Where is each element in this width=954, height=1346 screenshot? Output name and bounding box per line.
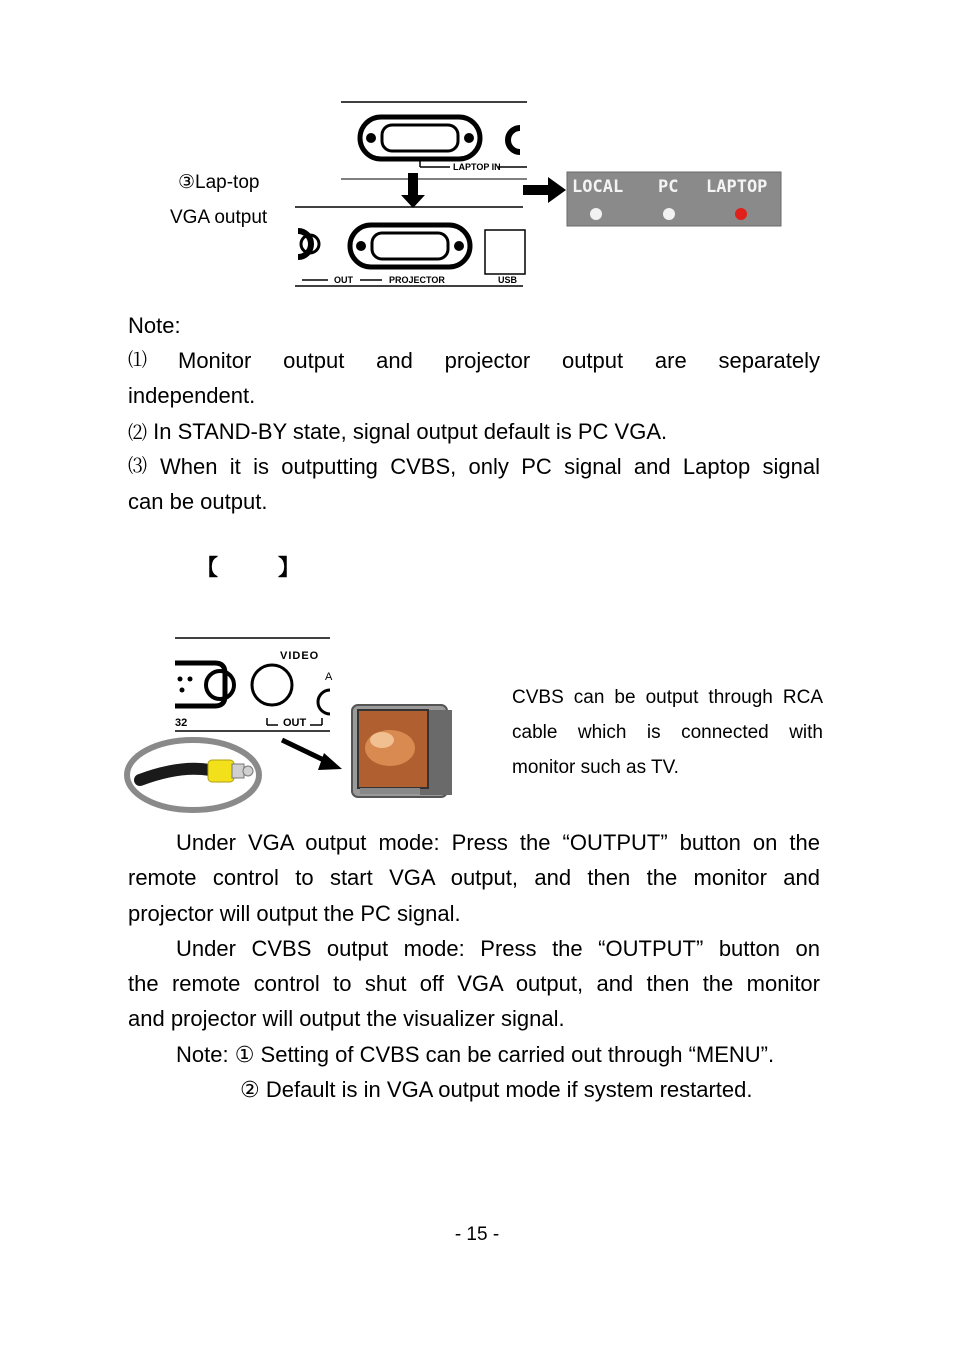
source-indicator-panel bbox=[567, 172, 781, 226]
note-item-3-continuation: can be output. bbox=[128, 489, 268, 514]
note-item-1-marker: ⑴ bbox=[128, 350, 148, 371]
cvbs-mode-paragraph-line3: and projector will output the visualizer signal. bbox=[128, 1006, 565, 1031]
figure2-caption-line1: CVBS can be output through RCA bbox=[512, 687, 823, 708]
note-heading: Note: bbox=[128, 313, 181, 338]
note-item-1-text: Monitor output and projector output are separately bbox=[178, 348, 820, 373]
note-item-3-marker: ⑶ bbox=[128, 456, 148, 477]
cvbs-mode-paragraph-line2: the remote control to shut off VGA output, and then the monitor bbox=[128, 971, 820, 996]
serial-port-icon bbox=[175, 663, 234, 706]
rca-cable-icon bbox=[127, 740, 259, 810]
note-item-1-continuation: independent. bbox=[128, 383, 256, 408]
note-item-1 bbox=[128, 343, 820, 378]
port-number-label: 32 bbox=[175, 717, 188, 729]
output-note-line2: ② Default is in VGA output mode if system restarted. bbox=[240, 1077, 753, 1102]
note-item-3-text: When it is outputting CVBS, only PC signal and Laptop signal bbox=[160, 454, 820, 479]
cvbs-connection-diagram bbox=[120, 630, 460, 815]
down-arrow-icon bbox=[401, 173, 425, 208]
cvbs-mode-paragraph-line1: Under CVBS output mode: Press the “OUTPUT” button on bbox=[176, 936, 820, 961]
usb-label: USB bbox=[498, 275, 518, 285]
pc-indicator-label: PC bbox=[658, 177, 679, 197]
diagonal-arrow-icon bbox=[282, 740, 342, 770]
note-item-2 bbox=[128, 414, 667, 451]
projector-label: PROJECTOR bbox=[389, 275, 445, 285]
local-led-icon bbox=[590, 208, 602, 220]
projector-vga-port-icon bbox=[350, 225, 470, 267]
laptop-vga-port-icon bbox=[360, 117, 480, 159]
note-item-2-text: In STAND-BY state, signal output default is PC VGA. bbox=[153, 419, 668, 444]
vga-mode-paragraph-line3: projector will output the PC signal. bbox=[128, 901, 461, 926]
figure1-caption-line1: ③Lap-top bbox=[178, 172, 260, 193]
note-item-2-marker: ⑵ bbox=[128, 423, 148, 444]
video-rca-port-icon bbox=[252, 665, 292, 705]
svg-text:A: A bbox=[325, 671, 333, 683]
section-bracket-close: 】 bbox=[278, 556, 301, 581]
laptop-indicator-label: LAPTOP bbox=[706, 177, 768, 197]
right-arrow-icon bbox=[523, 177, 566, 203]
video-out-label: OUT bbox=[283, 717, 307, 729]
pc-led-icon bbox=[663, 208, 675, 220]
section-bracket-open: 【 bbox=[196, 556, 219, 581]
vga-mode-paragraph-line1: Under VGA output mode: Press the “OUTPUT” button on the bbox=[176, 830, 820, 855]
vga-connection-diagram bbox=[290, 95, 790, 295]
page-number: - 15 - bbox=[454, 1224, 500, 1245]
vga-mode-paragraph-line2: remote control to start VGA output, and then the monitor and bbox=[128, 865, 820, 890]
out-label: OUT bbox=[334, 275, 353, 285]
figure1-caption-line2: VGA output bbox=[170, 207, 268, 228]
figure2-caption-line2: cable which is connected with bbox=[512, 722, 823, 743]
tv-icon bbox=[352, 705, 452, 797]
output-note-line1: Note: ① Setting of CVBS can be carried out through “MENU”. bbox=[176, 1042, 775, 1067]
note-item-3 bbox=[128, 449, 820, 484]
local-indicator-label: LOCAL bbox=[572, 177, 624, 197]
video-label: VIDEO bbox=[280, 650, 320, 662]
figure2-caption-line3: monitor such as TV. bbox=[512, 757, 679, 778]
laptop-led-icon bbox=[735, 208, 747, 220]
laptop-in-label: LAPTOP IN bbox=[453, 162, 501, 172]
